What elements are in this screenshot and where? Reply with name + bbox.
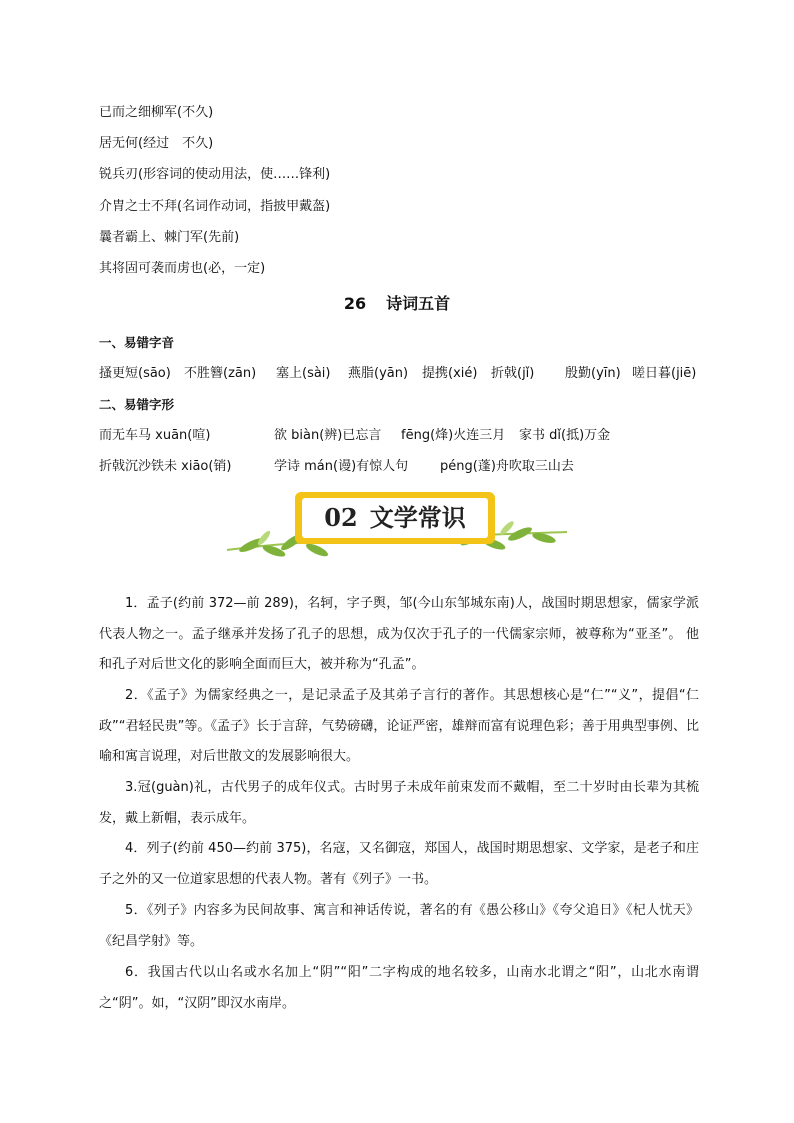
pronunciation-item: 提携(xié) — [422, 366, 478, 381]
character-form-item: 家书 dǐ(抵)万金 — [519, 428, 611, 443]
character-form-item: 欲 biàn(辨)已忘言 — [274, 428, 382, 443]
character-form-item: 而无车马 xuān(喧) — [99, 428, 211, 443]
banner-card — [302, 498, 488, 538]
paragraph: 5．《列子》内容多为民间故事、寓言和神话传说，著名的有《愚公移山》《夸父追日》《杞人忧天》《纪昌学射》等。 — [99, 903, 699, 949]
paragraph: 3.冠(guàn)礼，古代男子的成年仪式。古时男子未成年前束发而不戴帽，至二十岁时由长辈为其梳发，戴上新帽，表示成年。 — [99, 780, 699, 826]
banner-title: 文学常识 — [369, 504, 466, 532]
pronunciation-item: 嗟日暮(jiē) — [632, 366, 697, 381]
paragraph: 6．我国古代以山名或水名加上“阴”“阳”二字构成的地名较多，山南水北谓之“阳”，山北水南谓之“阴”。如，“汉阴”即汉水南岸。 — [99, 965, 699, 1011]
pronunciation-item: 不胜簪(zān) — [184, 366, 257, 381]
paragraph: 4．列子(约前 450—约前 375)，名寇，又名御寇，郑国人，战国时期思想家、文学家，是老子和庄子之外的又一位道家思想的代表人物。著有《列子》一书。 — [99, 841, 699, 887]
note-line: 锐兵刃(形容词的使动用法，使……锋利) — [99, 167, 331, 182]
section-banner — [222, 488, 572, 568]
lesson-name: 诗词五首 — [386, 294, 451, 313]
pronunciation-item: 塞上(sài) — [276, 366, 331, 381]
note-line: 居无何(经过 不久) — [99, 136, 214, 151]
paragraph: 2．《孟子》为儒家经典之一，是记录孟子及其弟子言行的著作。其思想核心是“仁”“义”，提倡“仁政”“君轻民贵”等。《孟子》长于言辞，气势磅礴，论证严密，雄辩而富有说理色彩；善于用典型事例、比喻和寓言说理，对后世散文的发展影响很大。 — [99, 688, 699, 764]
banner-badge — [295, 492, 495, 544]
note-line: 曩者霸上、棘门军(先前) — [99, 230, 240, 245]
paragraph: 1．孟子(约前 372—前 289)，名轲，字子舆，邹(今山东邹城东南)人，战国时期思想家，儒家学派代表人物之一。孟子继承并发扬了孔子的思想，成为仅次于孔子的一代儒家宗师，被尊称为“亚圣”。 他和孔子对后世文化的影响全面而巨大，被并称为“孔孟”。 — [99, 596, 699, 672]
character-form-item: 学诗 mán(谩)有惊人句 — [274, 459, 409, 474]
lesson-number: 26 — [343, 294, 367, 313]
character-form-item: 折戟沉沙铁未 xiāo(销) — [99, 459, 232, 474]
note-line: 其将固可袭而虏也(必，一定) — [99, 261, 266, 276]
note-line: 介胄之士不拜(名词作动词，指披甲戴盔) — [99, 199, 331, 214]
pronunciation-item: 折戟(jǐ) — [491, 366, 535, 381]
character-form-item: fēng(烽)火连三月 — [401, 428, 506, 443]
pronunciation-item: 燕脂(yān) — [348, 366, 409, 381]
pronunciation-item: 搔更短(sāo) — [99, 366, 171, 381]
note-line: 已而之细柳军(不久) — [99, 105, 214, 120]
pronunciation-item: 殷勤(yīn) — [565, 366, 621, 381]
section-heading: 一、易错字音 — [99, 335, 175, 350]
banner-number: 02 — [324, 503, 358, 532]
character-form-item: péng(蓬)舟吹取三山去 — [440, 459, 574, 474]
section-heading: 二、易错字形 — [99, 397, 175, 412]
lesson-title — [0, 293, 794, 315]
